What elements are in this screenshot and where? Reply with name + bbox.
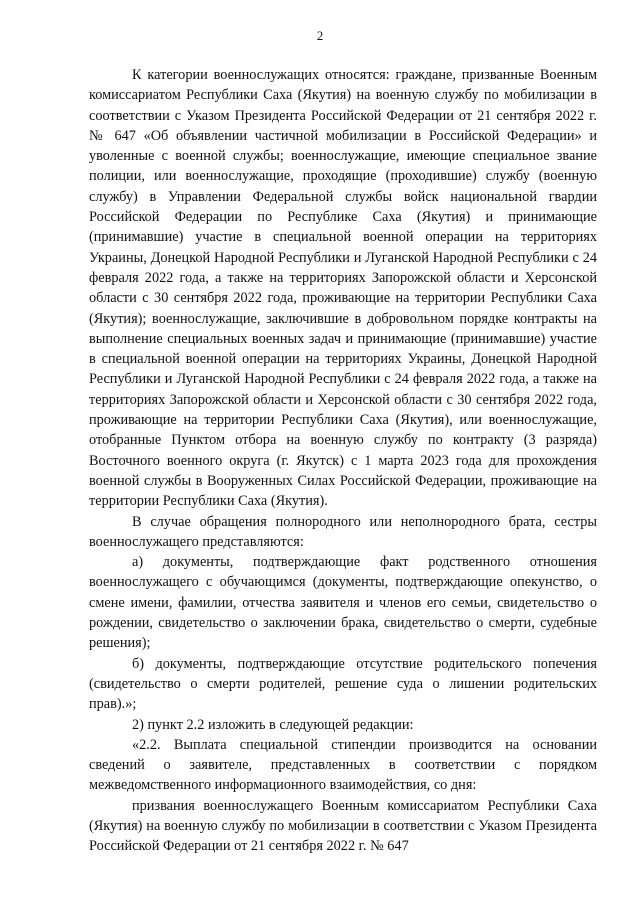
page-number: 2 bbox=[316, 28, 324, 43]
paragraph-point-2-2-text: «2.2. Выплата специальной стипендии производится на основании сведений о заявителе, представленных в соответствии с порядком межведомственного информационного взаимодействия, со дня: bbox=[89, 736, 597, 794]
paragraph-point-2-2-amendment: 2) пункт 2.2 изложить в следующей редакции: bbox=[132, 716, 414, 733]
paragraph-serviceman-categories: К категории военнослужащих относятся: граждане, призванные Военным комиссариатом Республики Саха (Якутия) на военную службу по мобилизации в соответствии с Указом Президента Российской Федерации от 21 сентября 2022 г. № 647 «Об объявлении частичной мобилизации в Российской Федерации» и уволенные с военной службы; военнослужащие, имеющие специальное звание полиции, или военнослужащие, проходящие (проходившие) службу (военную службу) в Управлении Федеральной службы войск национальной гвардии Российской Федерации по Республике Саха (Якутия) и принимающие (принимавшие) участие в специальной военной операции на территориях Украины, Донецкой Народной Республики и Луганской Народной Республики с 24 февраля 2022 года, а также на территориях Запорожской области и Херсонской области с 30 сентября 2022 года, проживающие на территории Республики Саха (Якутия); военнослужащие, заключившие в добровольном порядке контракты на выполнение специальных военных задач и принимающие (принимавшие) участие в специальной военной операции на территориях Украины, Донецкой Народной Республики и Луганской Народной Республики с 24 февраля 2022 года, а также на территориях Запорожской области и Херсонской области с 30 сентября 2022 года, проживающие на территории Республики Саха (Якутия), или военнослужащие, отобранные Пунктом отбора на военную службу по контракту (3 разряда) Восточного военного округа (г. Якутск) с 1 марта 2023 года для прохождения военной службы в Вооруженных Силах Российской Федерации, проживающие на территории Республики Саха (Якутия). bbox=[89, 67, 597, 510]
document-body bbox=[89, 65, 597, 857]
paragraph-mobilization-date: призвания военнослужащего Военным комиссариатом Республики Саха (Якутия) на военную службу по мобилизации в соответствии с Указом Президента Российской Федерации от 21 сентября 2022 г. № 647 bbox=[89, 797, 597, 855]
paragraph-item-b-documents: б) документы, подтверждающие отсутствие родительского попечения (свидетельство о смерти родителей, решение суда о лишении родительских прав).»; bbox=[89, 655, 597, 713]
paragraph-item-a-documents: а) документы, подтверждающие факт родственного отношения военнослужащего с обучающимся (документы, подтверждающие опекунство, о смене имени, фамилии, отчества заявителя и членов его семьи, свидетельство о рождении, свидетельство о заключении брака, свидетельство о смерти, судебные решения); bbox=[89, 554, 597, 652]
paragraph-sibling-appeal: В случае обращения полнородного или неполнородного брата, сестры военнослужащего представляются: bbox=[89, 513, 597, 550]
